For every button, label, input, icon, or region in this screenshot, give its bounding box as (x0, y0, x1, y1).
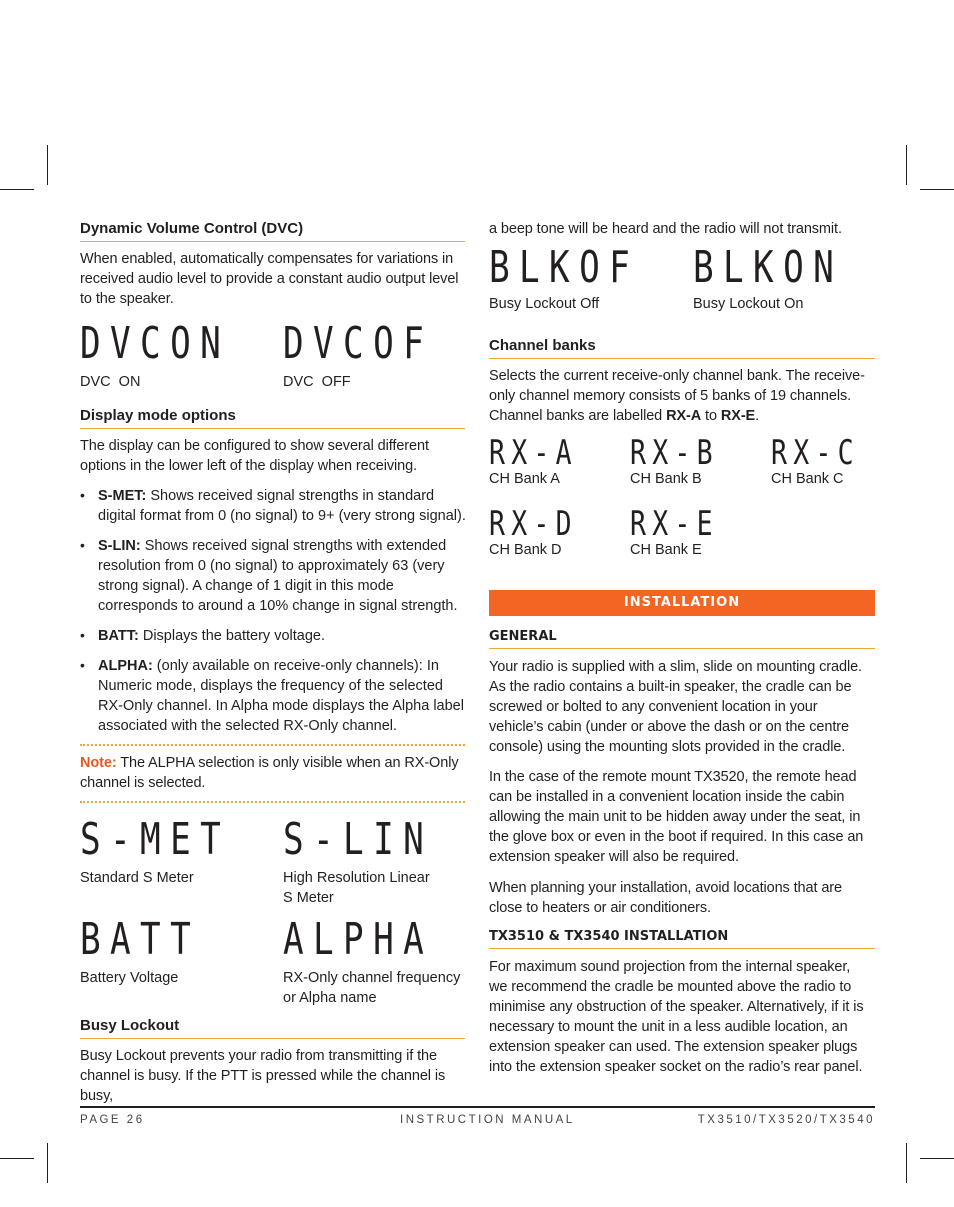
note-text: The ALPHA selection is only visible when an RX-Only channel is selected. (80, 755, 459, 791)
dvc-on-caption: DVC ON (80, 374, 141, 390)
installation-bar: INSTALLATION (489, 590, 875, 616)
batt-item (98, 626, 466, 646)
footer-page: PAGE 26 (80, 1114, 145, 1126)
rxc-caption: CH Bank C (771, 471, 844, 487)
rxb-caption: CH Bank B (630, 471, 702, 487)
busy-body: Busy Lockout prevents your radio from transmitting if the channel is busy. If the PTT is pressed while the channel is busy, (80, 1048, 446, 1104)
tx-heading: TX3510 & TX3540 INSTALLATION (489, 929, 875, 949)
busy-heading: Busy Lockout (80, 1017, 465, 1039)
rxa-lcd: RX-A (489, 433, 578, 473)
smet-caption: Standard S Meter (80, 870, 194, 886)
slin-caption: High Resolution Linear S Meter (283, 870, 430, 906)
alpha-item (98, 656, 466, 736)
rxc-lcd: RX-C (771, 433, 860, 473)
display-heading: Display mode options (80, 407, 465, 429)
general-heading: GENERAL (489, 629, 875, 649)
general-p1: Your radio is supplied with a slim, slide on mounting cradle. As the radio contains a built-in speaker, the cradle can be screwed or bolted to any convenient location in your vehicle’s cabin (under or above the dash or on the centre console) using the mounting slots provided in the cradle. (489, 659, 862, 755)
note-divider (80, 744, 465, 746)
blkof-caption: Busy Lockout Off (489, 296, 600, 312)
dvc-body: When enabled, automatically compensates for variations in received audio level to provide a constant audio output level to the speaker. (80, 251, 459, 307)
smet-text: Shows received signal strengths in standard digital format from 0 (no signal) to 9+ (very strong signal). (98, 488, 466, 524)
banks-to: to (701, 408, 721, 424)
crop-mark (920, 1158, 954, 1159)
general-p2: In the case of the remote mount TX3520, the remote head can be installed in a convenient location inside the cabin allowing the main unit to be hidden away under the seat, in the glove box or even in the boot if required. In this case an extension speaker will also be required. (489, 769, 864, 865)
bullet-icon: • (80, 627, 85, 643)
note-divider (80, 801, 465, 803)
general-p3: When planning your installation, avoid locations that are close to heaters or air conditioners. (489, 880, 842, 916)
dvc-off-caption: DVC OFF (283, 374, 351, 390)
crop-mark (47, 1143, 48, 1183)
rxb-lcd: RX-B (630, 433, 719, 473)
dvc-on-lcd: DVCON (80, 318, 231, 369)
alpha-label: ALPHA: (98, 658, 153, 674)
footer-manual: INSTRUCTION MANUAL (400, 1114, 575, 1126)
rxe-lcd: RX-E (630, 504, 719, 544)
crop-mark (47, 145, 48, 185)
crop-mark (0, 189, 34, 190)
smet-lcd: S-MET (80, 814, 231, 865)
display-body: The display can be configured to show several different options in the lower left of the display when receiving. (80, 438, 429, 474)
dvc-heading: Dynamic Volume Control (DVC) (80, 220, 465, 242)
blkon-caption: Busy Lockout On (693, 296, 804, 312)
blkon-lcd: BLKON (693, 242, 844, 293)
rxa-caption: CH Bank A (489, 471, 560, 487)
rxe-caption: CH Bank E (630, 542, 702, 558)
dvc-off-lcd: DVCOF (283, 318, 434, 369)
batt-lcd: BATT (80, 914, 201, 965)
blkof-lcd: BLKOF (489, 242, 640, 293)
crop-mark (906, 145, 907, 185)
banks-text: Selects the current receive-only channel bank. The receive-only channel memory consists of 5 banks of 19 channels. Channel banks are labelled (489, 368, 865, 424)
slin-lcd: S-LIN (283, 814, 434, 865)
batt-caption: Battery Voltage (80, 970, 179, 986)
rxd-caption: CH Bank D (489, 542, 562, 558)
alpha-text: (only available on receive-only channels): In Numeric mode, displays the frequency of the selected RX-Only channel. In Alpha mode displays the Alpha label associated with the selected RX-Only channel. (98, 658, 464, 734)
bullet-icon: • (80, 657, 85, 673)
footer-models: TX3510/TX3520/TX3540 (697, 1114, 875, 1126)
crop-mark (906, 1143, 907, 1183)
banks-body (489, 366, 875, 426)
slin-text: Shows received signal strengths with extended resolution from 0 (no signal) to approximately 63 (very strong signal). A change of 1 digit in this mode corresponds to around a 10% change in signal strength. (98, 538, 458, 614)
banks-rxa: RX-A (666, 408, 702, 424)
banks-heading: Channel banks (489, 337, 875, 359)
crop-mark (0, 1158, 34, 1159)
note (80, 753, 465, 793)
bullet-icon: • (80, 537, 85, 553)
batt-label: BATT: (98, 628, 139, 644)
alpha-lcd: ALPHA (283, 914, 434, 965)
banks-end: . (755, 408, 760, 424)
bullet-icon: • (80, 487, 85, 503)
crop-mark (920, 189, 954, 190)
alpha-caption: RX-Only channel frequency or Alpha name (283, 970, 461, 1006)
rxd-lcd: RX-D (489, 504, 578, 544)
batt-text: Displays the battery voltage. (138, 628, 325, 644)
slin-item (98, 536, 466, 616)
tx-body: For maximum sound projection from the internal speaker, we recommend the cradle be mounted above the radio to minimise any obstruction of the speaker. Alternatively, if it is necessary to mount the unit in a less audible location, an extension speaker can used. The extension speaker plugs into the extension speaker socket on the radio’s rear panel. (489, 959, 864, 1075)
slin-label: S-LIN: (98, 538, 141, 554)
banks-rxe: RX-E (720, 408, 756, 424)
smet-label: S-MET: (98, 488, 147, 504)
smet-item (98, 486, 466, 526)
note-label: Note: (80, 755, 117, 771)
busy-continued: a beep tone will be heard and the radio will not transmit. (489, 221, 842, 237)
footer-rule (80, 1106, 875, 1108)
